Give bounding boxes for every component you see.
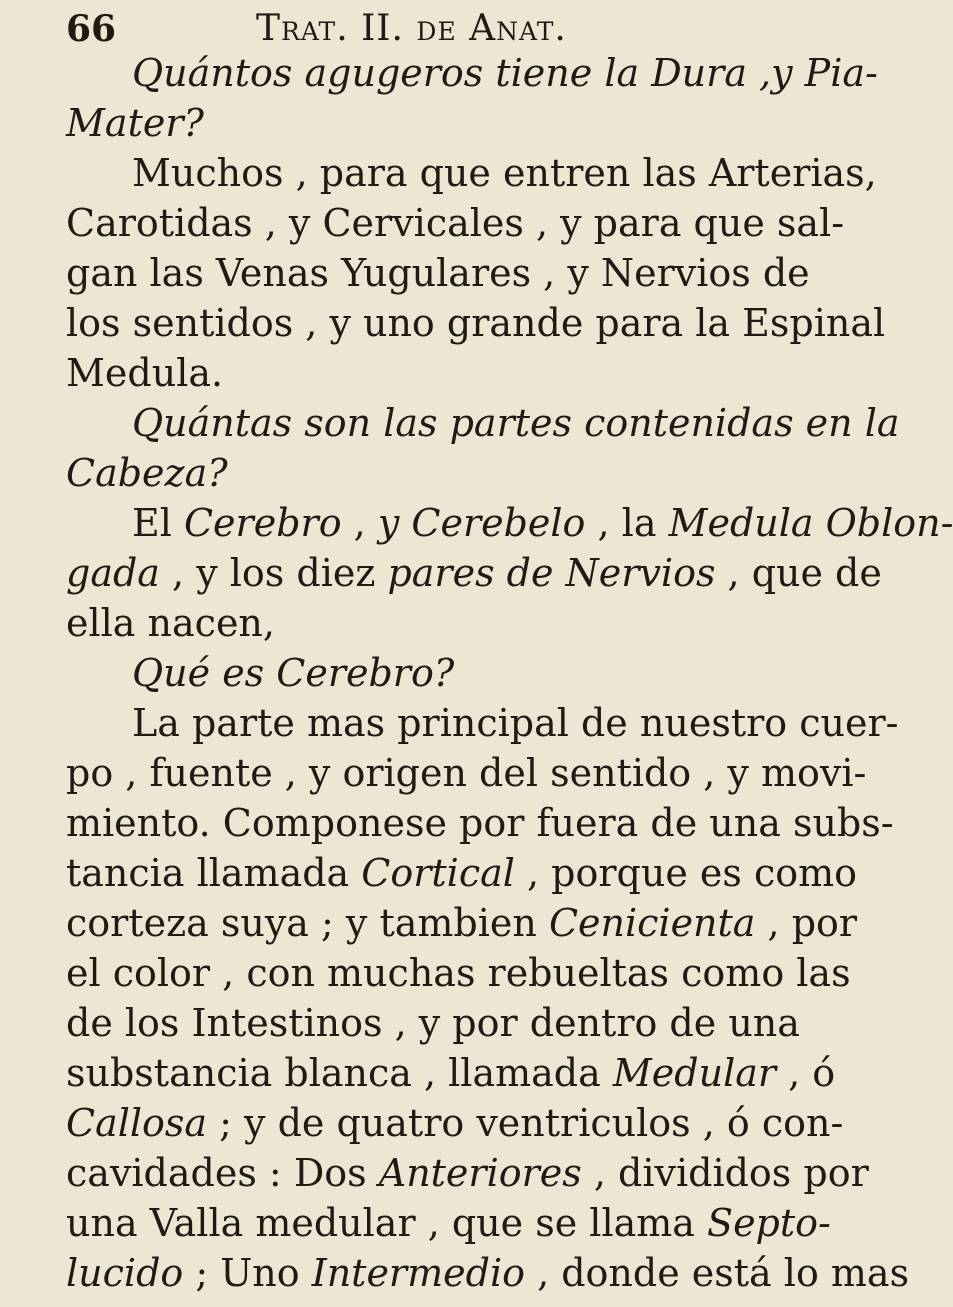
text-line: El Cerebro , y Cerebelo , la Medula Oblon- xyxy=(132,501,953,545)
page-number: 66 xyxy=(66,8,117,50)
text-line: miento. Componese por fuera de una subs- xyxy=(66,801,894,845)
text-line: el color , con muchas rebueltas como las xyxy=(66,951,851,995)
text-line: Callosa ; y de quatro ventriculos , ó con- xyxy=(66,1101,844,1145)
text-line: gada , y los diez pares de Nervios , que de xyxy=(66,551,882,595)
question-line: Mater? xyxy=(66,101,204,145)
text-line: po , fuente , y origen del sentido , y movi- xyxy=(66,751,867,795)
page-header xyxy=(66,6,766,52)
text-line: La parte mas principal de nuestro cuer- xyxy=(132,701,899,745)
text-line: de los Intestinos , y por dentro de una xyxy=(66,1001,800,1045)
text-line: cavidades : Dos Anteriores , divididos por xyxy=(66,1151,869,1195)
text-line: Medula. xyxy=(66,351,224,395)
question-line: Quántos agugeros tiene la Dura ,y Pia- xyxy=(132,51,878,95)
text-line: substancia blanca , llamada Medular , ó xyxy=(66,1051,836,1095)
text-line: tancia llamada Cortical , porque es como xyxy=(66,851,858,895)
question-line: Qué es Cerebro? xyxy=(132,651,455,695)
text-line: Carotidas , y Cervicales , y para que sal- xyxy=(66,201,845,245)
text-line: lucido ; Uno Intermedio , donde está lo mas xyxy=(66,1251,910,1295)
text-line: una Valla medular , que se llama Septo- xyxy=(66,1201,831,1245)
question-line: Cabeza? xyxy=(66,451,228,495)
text-line: corteza suya ; y tambien Cenicienta , por xyxy=(66,901,858,945)
text-line: gan las Venas Yugulares , y Nervios de xyxy=(66,251,810,295)
text-line: Muchos , para que entren las Arterias, xyxy=(132,151,877,195)
running-title: Trat. II. de Anat. xyxy=(256,8,567,49)
question-line: Quántas son las partes contenidas en la xyxy=(132,401,900,445)
text-line: ella nacen, xyxy=(66,601,275,645)
text-line: los sentidos , y uno grande para la Espinal xyxy=(66,301,886,345)
